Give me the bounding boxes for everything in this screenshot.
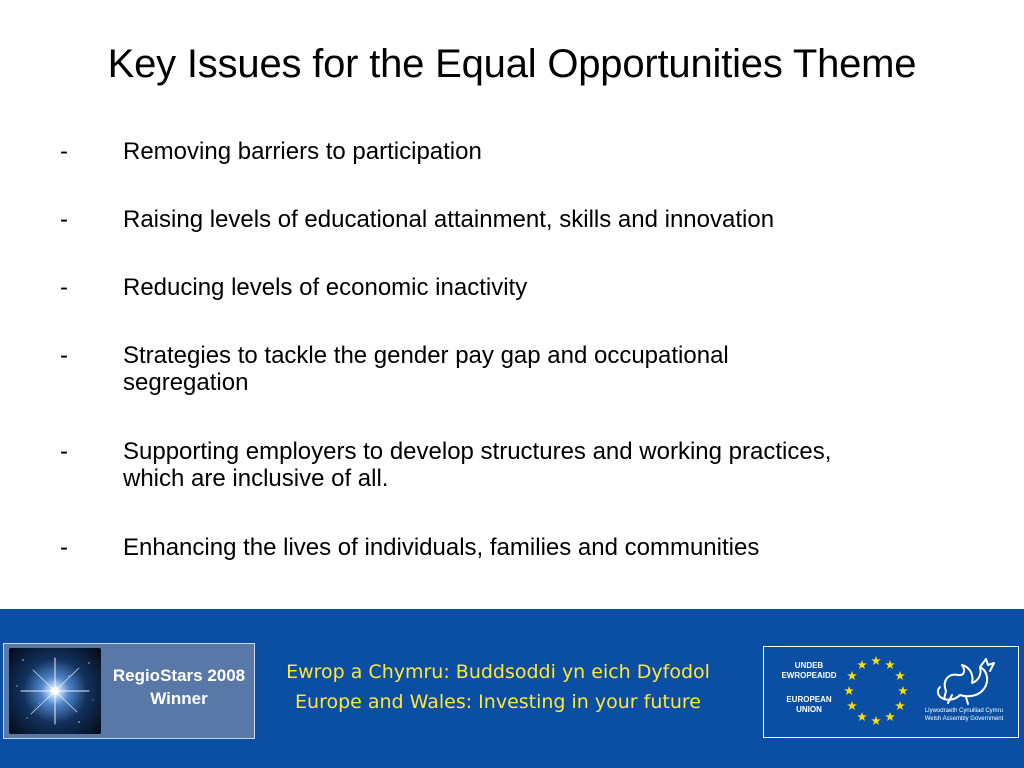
bullet-line: which are inclusive of all. xyxy=(123,465,389,492)
eu-union-label xyxy=(772,661,846,715)
eu-union-line: EUROPEAN xyxy=(786,695,832,704)
bullet-text xyxy=(123,342,983,396)
bullet-line: segregation xyxy=(123,369,249,396)
starburst-icon xyxy=(9,648,101,734)
bullet-line: Raising levels of educational attainment, skills and innovation xyxy=(123,206,775,233)
eu-union-line: EWROPEAIDD xyxy=(781,671,837,680)
bullet-line: Reducing levels of economic inactivity xyxy=(123,274,528,301)
tagline-english: Europe and Wales: Investing in your future xyxy=(295,691,701,713)
regiostars-title xyxy=(104,664,254,710)
bullet-marker: - xyxy=(60,206,68,233)
regiostars-badge xyxy=(3,643,255,739)
eu-wag-logo-box xyxy=(763,646,1019,738)
bullet-text xyxy=(123,534,983,561)
bullet-marker: - xyxy=(60,342,68,369)
bullet-line: Strategies to tackle the gender pay gap and occupational xyxy=(123,342,729,369)
bullet-line: Removing barriers to participation xyxy=(123,138,482,165)
wag-label xyxy=(912,707,1016,723)
footer-tagline xyxy=(258,657,738,717)
tagline-welsh: Ewrop a Chymru: Buddsoddi yn eich Dyfodol xyxy=(286,661,710,683)
bullet-marker: - xyxy=(60,534,68,561)
eu-union-line: UNDEB xyxy=(794,661,824,670)
eu-stars-icon xyxy=(836,651,916,733)
bullet-marker: - xyxy=(60,274,68,301)
wag-line: Welsh Assembly Government xyxy=(924,716,1004,722)
bullet-marker: - xyxy=(60,438,68,465)
bullet-marker: - xyxy=(60,138,68,165)
regiostars-line: Winner xyxy=(150,689,208,708)
wag-line: Llywodraeth Cynulliad Cymru xyxy=(924,708,1004,714)
slide-title: Key Issues for the Equal Opportunities Theme xyxy=(107,42,917,86)
footer-divider xyxy=(0,606,1024,609)
bullet-text xyxy=(123,138,983,165)
bullet-line: Enhancing the lives of individuals, families and communities xyxy=(123,534,760,561)
bullet-text xyxy=(123,438,983,492)
bullet-text xyxy=(123,274,983,301)
regiostars-line: RegioStars 2008 xyxy=(112,666,246,685)
bullet-text xyxy=(123,206,983,233)
welsh-dragon-icon xyxy=(932,651,998,707)
eu-union-line: UNION xyxy=(796,705,822,714)
bullet-line: Supporting employers to develop structures and working practices, xyxy=(123,438,832,465)
